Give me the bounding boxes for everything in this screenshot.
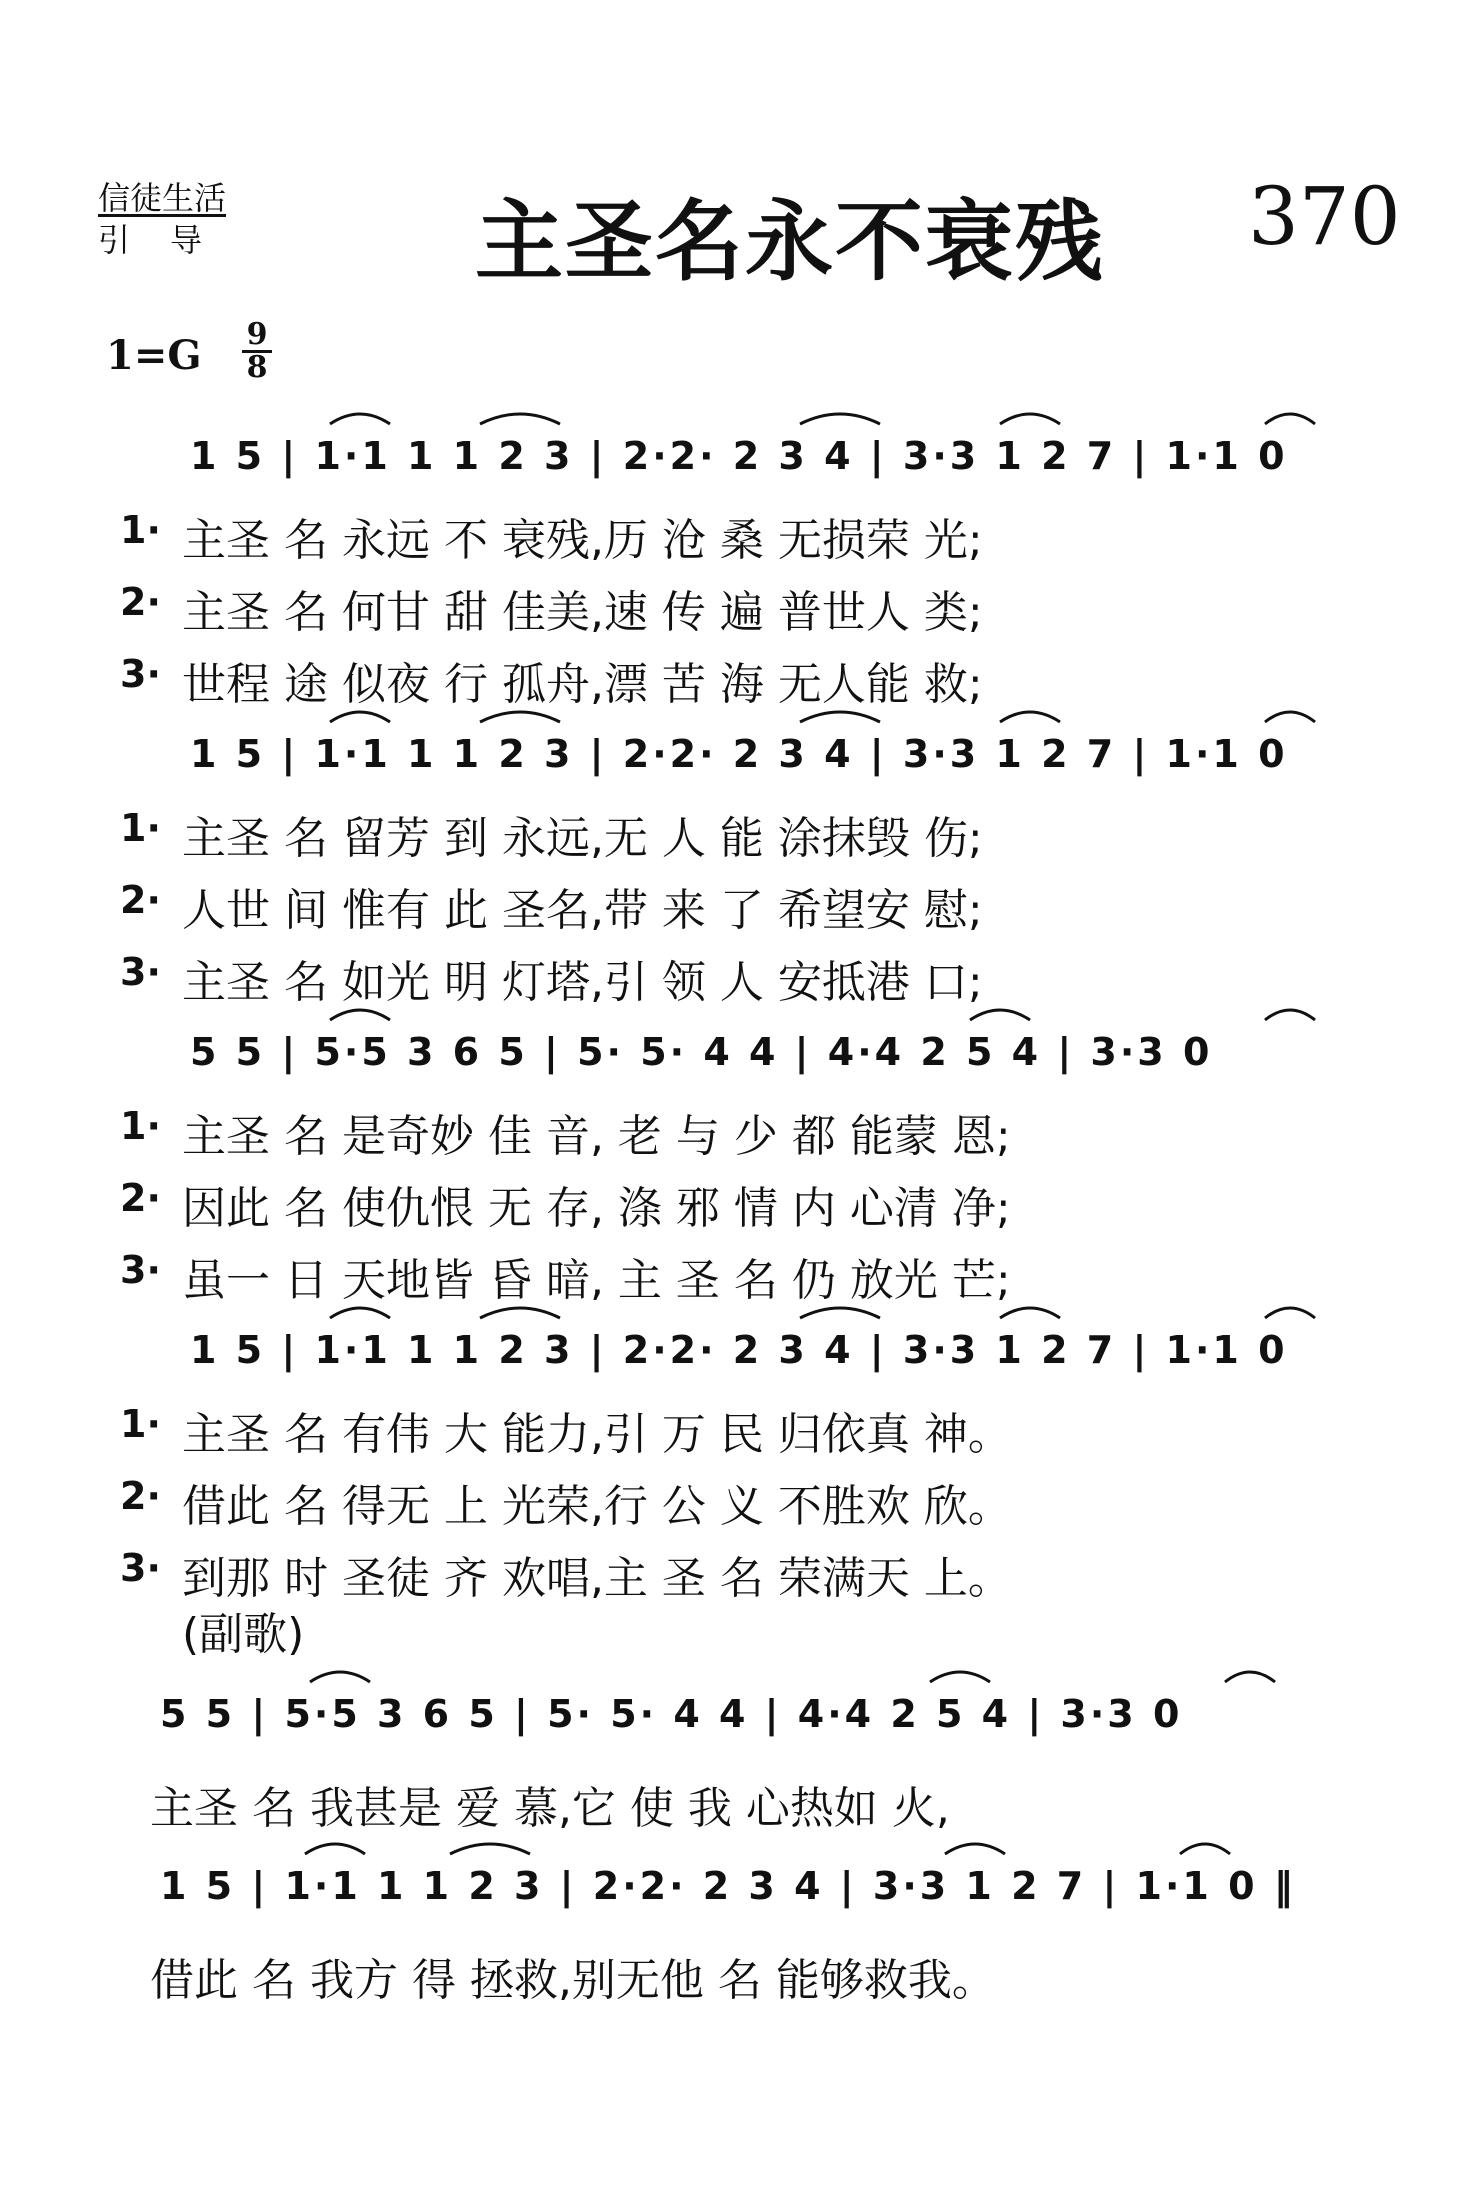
slur	[1180, 1844, 1230, 1854]
verse-number: 1·	[120, 1402, 161, 1446]
slur	[800, 712, 880, 722]
slur	[310, 1672, 370, 1682]
verse-number: 2·	[120, 580, 161, 624]
slur	[1265, 414, 1315, 424]
lyric-line: 主圣 名 何甘 甜 佳美,速 传 遍 普世人 类;	[182, 587, 983, 638]
time-denominator: 8	[246, 350, 268, 385]
slur	[480, 1308, 560, 1318]
notation-line: 5 5 | 5·5 3 6 5 | 5· 5· 4 4 | 4·4 2 5 4 | 3·3 0	[190, 1030, 1213, 1074]
slur	[330, 414, 390, 424]
slur	[330, 712, 390, 722]
time-numerator: 9	[242, 320, 272, 353]
slur	[305, 1844, 365, 1854]
hymn-title: 主圣名永不衰残	[475, 190, 1106, 293]
verse-number: 3·	[120, 652, 161, 696]
notation-line: 5 5 | 5·5 3 6 5 | 5· 5· 4 4 | 4·4 2 5 4 | 3·3 0	[160, 1692, 1183, 1736]
slur	[800, 414, 880, 424]
chorus-label: (副歌)	[182, 1609, 305, 1660]
notation-line: 1 5 | 1·1 1 1 2 3 | 2·2· 2 3 4 | 3·3 1 2 7 | 1·1 0 ‖	[160, 1864, 1296, 1908]
slur	[330, 1308, 390, 1318]
key-signature: 1=G	[106, 332, 202, 379]
category-label: 信徒生活	[98, 179, 227, 217]
slur	[480, 712, 560, 722]
verse-number: 3·	[120, 950, 161, 994]
lyric-line: 主圣 名 留芳 到 永远,无 人 能 涂抹毁 伤;	[182, 813, 983, 864]
slur	[450, 1844, 530, 1854]
slur	[1225, 1672, 1275, 1682]
lyric-line: 主圣 名 我甚是 爱 慕,它 使 我 心热如 火,	[150, 1783, 950, 1834]
slur	[1000, 712, 1060, 722]
lyric-line: 主圣 名 如光 明 灯塔,引 领 人 安抵港 口;	[182, 957, 983, 1008]
notation-line: 1 5 | 1·1 1 1 2 3 | 2·2· 2 3 4 | 3·3 1 2 7 | 1·1 0	[190, 434, 1288, 478]
verse-number: 1·	[120, 806, 161, 850]
verse-number: 2·	[120, 1176, 161, 1220]
lyric-line: 借此 名 得无 上 光荣,行 公 义 不胜欢 欣。	[182, 1481, 1012, 1532]
slur	[1265, 1010, 1315, 1020]
slur	[330, 1010, 390, 1020]
slur	[930, 1672, 990, 1682]
slur	[1000, 1308, 1060, 1318]
slur	[1265, 1308, 1315, 1318]
lyric-line: 世程 途 似夜 行 孤舟,漂 苦 海 无人能 救;	[182, 659, 983, 710]
slur	[1265, 712, 1315, 722]
hymn-number: 370	[1248, 170, 1401, 263]
notation-line: 1 5 | 1·1 1 1 2 3 | 2·2· 2 3 4 | 3·3 1 2 7 | 1·1 0	[190, 1328, 1288, 1372]
lyric-line: 主圣 名 永远 不 衰残,历 沧 桑 无损荣 光;	[182, 515, 983, 566]
lyric-line: 虽一 日 天地皆 昏 暗, 主 圣 名 仍 放光 芒;	[182, 1255, 1011, 1306]
slur	[945, 1844, 1005, 1854]
verse-number: 2·	[120, 1474, 161, 1518]
verse-number: 2·	[120, 878, 161, 922]
lyric-line: 主圣 名 有伟 大 能力,引 万 民 归依真 神。	[182, 1409, 1012, 1460]
verse-number: 1·	[120, 508, 161, 552]
notation-line: 1 5 | 1·1 1 1 2 3 | 2·2· 2 3 4 | 3·3 1 2 7 | 1·1 0	[190, 732, 1288, 776]
lyric-line: 主圣 名 是奇妙 佳 音, 老 与 少 都 能蒙 恩;	[182, 1111, 1011, 1162]
lyric-line: 借此 名 我方 得 拯救,别无他 名 能够救我。	[150, 1955, 996, 2006]
slur	[480, 414, 560, 424]
lyric-line: 到那 时 圣徒 齐 欢唱,主 圣 名 荣满天 上。	[182, 1553, 1012, 1604]
slur	[800, 1308, 880, 1318]
verse-number: 1·	[120, 1104, 161, 1148]
verse-number: 3·	[120, 1546, 161, 1590]
slur	[970, 1010, 1030, 1020]
lyric-line: 因此 名 使仇恨 无 存, 涤 邪 情 内 心清 净;	[182, 1183, 1011, 1234]
slur	[1000, 414, 1060, 424]
verse-number: 3·	[120, 1248, 161, 1292]
lyric-line: 人世 间 惟有 此 圣名,带 来 了 希望安 慰;	[182, 885, 983, 936]
subcategory-label: 引导	[98, 221, 243, 259]
